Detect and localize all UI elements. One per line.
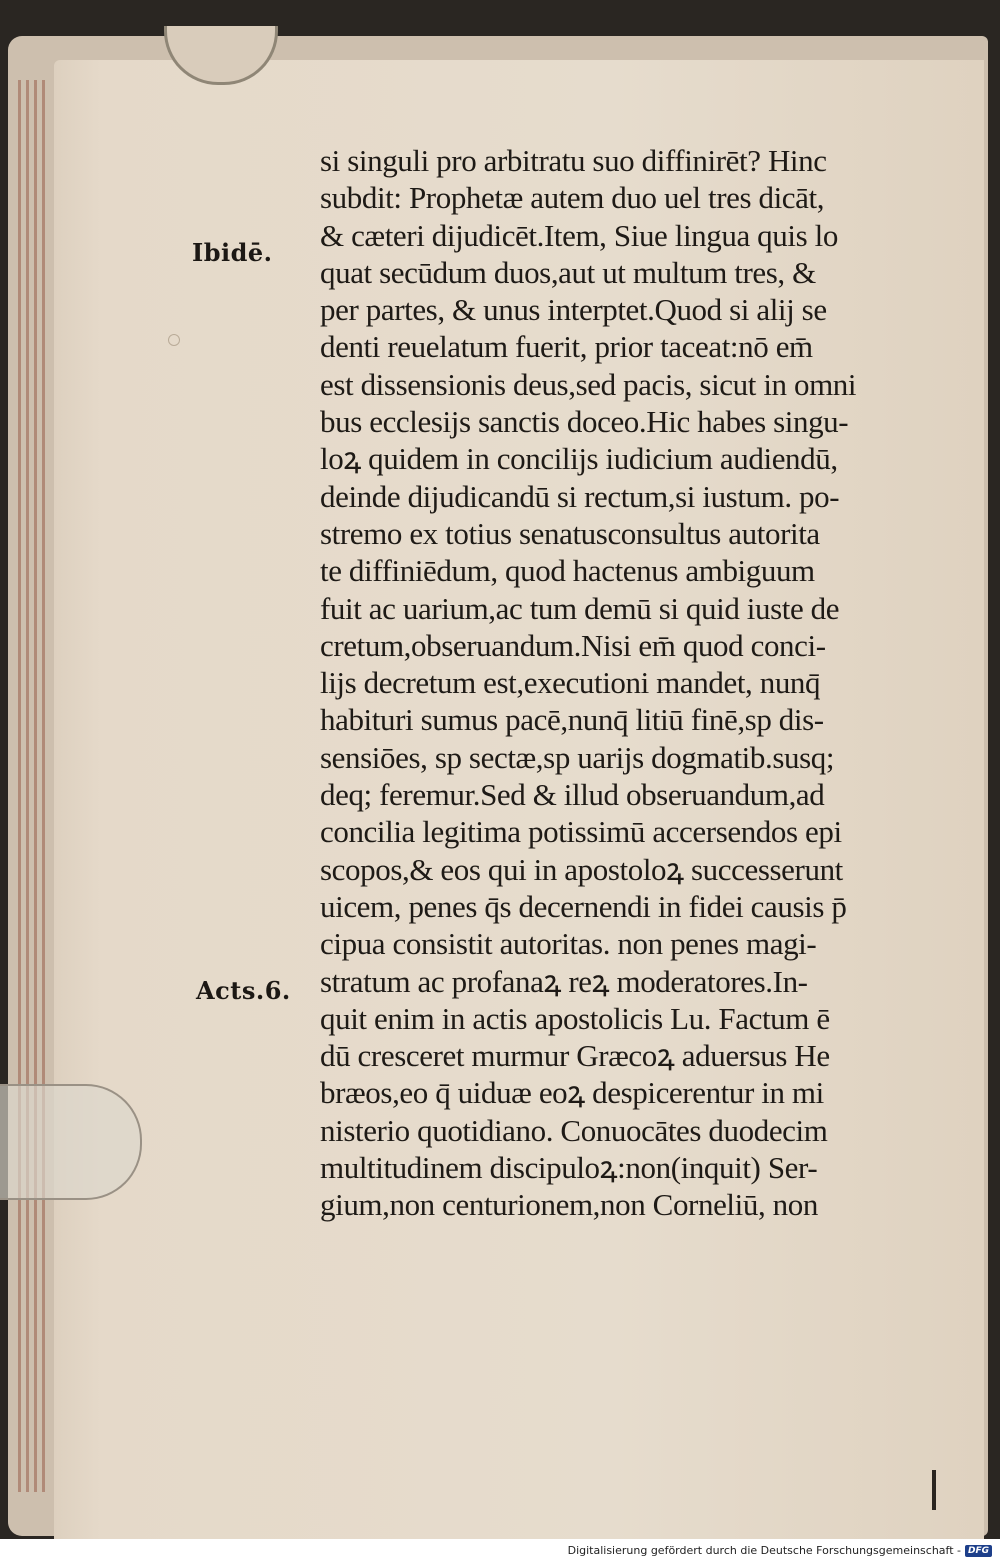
- page-text: [320, 142, 950, 1224]
- left-clip-icon: [0, 1084, 142, 1200]
- text-line: scopos,& eos qui in apostoloꝝ successerunt: [320, 851, 843, 887]
- text-line: fuit ac uarium,ac tum demū si quid iuste de: [320, 590, 840, 626]
- page-edge: [18, 80, 21, 1492]
- text-line: te diffiniēdum, quod hactenus ambiguum: [320, 553, 815, 589]
- text-line: deq; feremur.Sed & illud obseruandum,ad: [320, 777, 825, 813]
- text-line: & cæteri dijudicēt.Item, Siue lingua quis lo: [320, 217, 838, 253]
- text-line: lijs decretum est,executioni mandet, nunq̄: [320, 665, 821, 701]
- text-line: loꝝ quidem in concilijs iudicium audiendū,: [320, 441, 838, 477]
- text-line: dū cresceret murmur Græcoꝝ aduersus He: [320, 1038, 830, 1074]
- text-line: stratum ac profanaꝝ reꝝ moderatores.In-: [320, 963, 808, 999]
- dfg-logo-icon: DFG: [965, 1545, 992, 1557]
- paper-hole: [168, 334, 180, 346]
- text-line: denti reuelatum fuerit, prior taceat:nō em̄: [320, 329, 813, 365]
- text-line: subdit: Prophetæ autem duo uel tres dicāt,: [320, 180, 825, 216]
- text-line: nisterio quotidiano. Conuocātes duodecim: [320, 1112, 828, 1148]
- page-edge: [42, 80, 45, 1492]
- text-line: bus ecclesijs sanctis doceo.Hic habes singu-: [320, 404, 849, 440]
- text-line: per partes, & unus interptet.Quod si alij se: [320, 292, 827, 328]
- text-line: habituri sumus pacē,nunq̄ litiū finē,sp dis-: [320, 702, 824, 738]
- text-line: si singuli pro arbitratu suo diffinirēt? Hinc: [320, 143, 827, 178]
- text-line: cipua consistit autoritas. non penes magi-: [320, 926, 817, 962]
- text-line: uicem, penes q̄s decernendi in fidei causis p̄: [320, 888, 847, 924]
- margin-note-acts: Acts.6.: [196, 976, 291, 1005]
- text-line: quat secūdum duos,aut ut multum tres, &: [320, 254, 816, 290]
- text-line: deinde dijudicandū si rectum,si iustum. po-: [320, 478, 840, 514]
- text-line: est dissensionis deus,sed pacis, sicut in omni: [320, 366, 857, 402]
- text-line: gium,non centurionem,non Corneliū, non: [320, 1187, 818, 1223]
- footer-credit: Digitalisierung gefördert durch die Deutsche Forschungsgemeinschaft -: [567, 1544, 961, 1557]
- text-line: sensiōes, sp sectæ,sp uarijs dogmatib.susq;: [320, 739, 835, 775]
- text-line: concilia legitima potissimū accersendos epi: [320, 814, 842, 850]
- footer-bar: [0, 1539, 1000, 1563]
- page-edge: [26, 80, 29, 1492]
- text-line: stremo ex totius senatusconsultus autorita: [320, 515, 820, 551]
- text-line: multitudinem discipuloꝝ:non(inquit) Ser-: [320, 1150, 818, 1186]
- text-line: bræos,eo q̄ uiduæ eoꝝ despicerentur in mi: [320, 1075, 824, 1111]
- text-line: cretum,obseruandum.Nisi em̄ quod conci-: [320, 627, 826, 663]
- scan-ruler-mark: [932, 1470, 936, 1510]
- text-line: quit enim in actis apostolicis Lu. Factum ē: [320, 1000, 830, 1036]
- margin-note-ibidem: Ibidē.: [192, 238, 273, 267]
- page-edge: [34, 80, 37, 1492]
